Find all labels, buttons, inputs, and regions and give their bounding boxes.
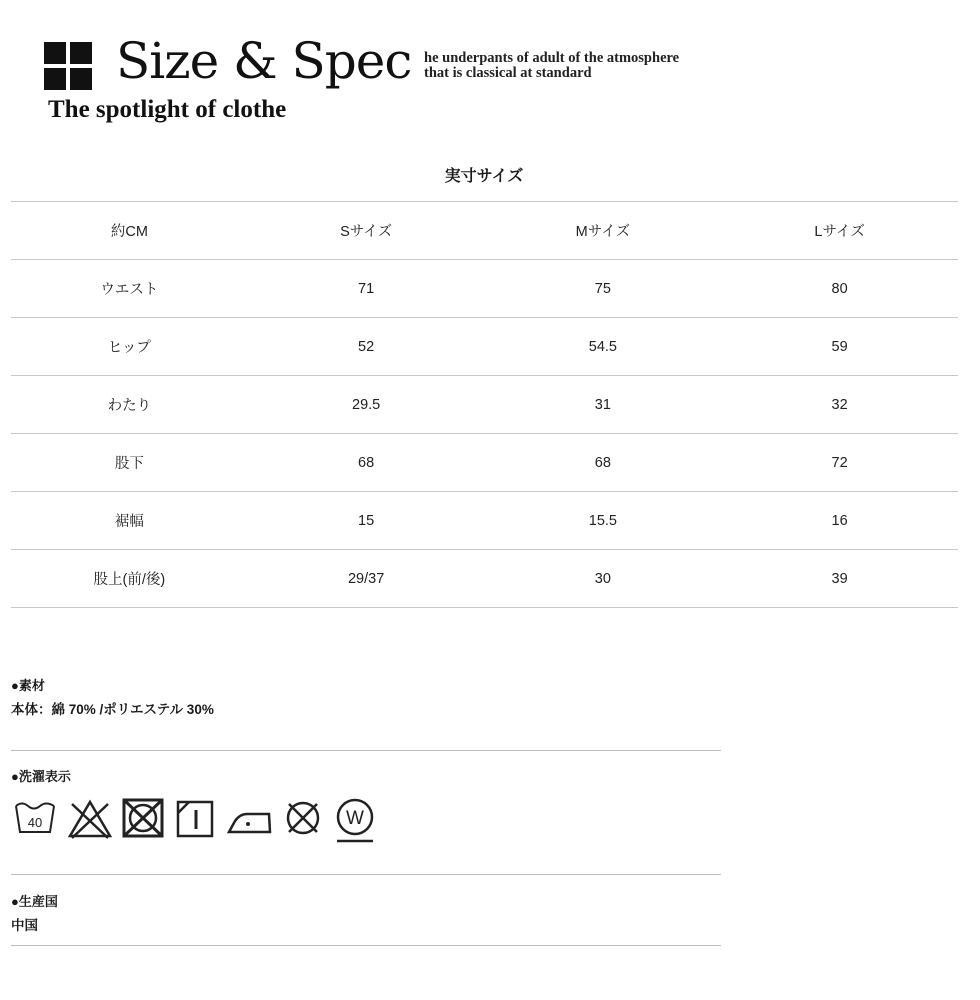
table-cell: 80 — [721, 260, 958, 318]
page-header — [44, 32, 944, 133]
table-row — [11, 260, 958, 318]
origin-heading: ●生産国 — [11, 894, 58, 909]
row-label: わたり — [11, 376, 248, 434]
column-header-l: Lサイズ — [721, 202, 958, 260]
table-cell: 52 — [248, 318, 485, 376]
table-cell: 71 — [248, 260, 485, 318]
table-cell: 16 — [721, 492, 958, 550]
table-cell: 39 — [721, 550, 958, 608]
table-row — [11, 376, 958, 434]
table-cell: 30 — [485, 550, 722, 608]
iron-low-icon — [226, 796, 276, 840]
table-cell: 68 — [485, 434, 722, 492]
table-cell: 29/37 — [248, 550, 485, 608]
column-header-s: Sサイズ — [248, 202, 485, 260]
row-label: 股下 — [11, 434, 248, 492]
subtitle-line-1: he underpants of adult of the atmosphere — [424, 50, 680, 66]
row-label: 股上(前/後) — [11, 550, 248, 608]
logo-grid-icon — [44, 42, 92, 90]
wet-clean-gentle-icon — [334, 796, 378, 846]
wash-40-icon — [13, 796, 57, 840]
table-cell: 72 — [721, 434, 958, 492]
brand-subtitle — [424, 51, 679, 81]
row-label: ウエスト — [11, 260, 248, 318]
size-table-title: 実寸サイズ — [444, 168, 524, 185]
table-cell: 29.5 — [248, 376, 485, 434]
material-value: 本体：綿 70% /ポリエステル 30% — [11, 702, 214, 717]
care-heading: ●洗濯表示 — [11, 769, 71, 784]
line-dry-shade-icon — [175, 796, 217, 840]
svg-text:W: W — [346, 808, 364, 829]
column-header-unit: 約CM — [11, 202, 248, 260]
size-table — [11, 201, 958, 608]
column-header-m: Mサイズ — [485, 202, 722, 260]
no-tumble-dry-icon — [120, 796, 166, 840]
table-cell: 54.5 — [485, 318, 722, 376]
material-section — [11, 675, 721, 718]
brand-title: Size & Spec — [116, 32, 412, 90]
table-cell: 15.5 — [485, 492, 722, 550]
table-cell: 15 — [248, 492, 485, 550]
table-row — [11, 550, 958, 608]
material-heading: ●素材 — [11, 678, 45, 693]
table-row — [11, 318, 958, 376]
table-header-row — [11, 202, 958, 260]
subtitle-line-2: that is classical at standard — [424, 65, 592, 81]
table-cell: 68 — [248, 434, 485, 492]
row-label: 裾幅 — [11, 492, 248, 550]
table-row — [11, 434, 958, 492]
care-section — [11, 766, 721, 785]
divider — [11, 945, 721, 946]
no-bleach-icon — [66, 796, 114, 840]
divider — [11, 874, 721, 875]
brand-tagline: The spotlight of clothe — [48, 96, 287, 123]
table-cell: 32 — [721, 376, 958, 434]
table-cell: 59 — [721, 318, 958, 376]
row-label: ヒップ — [11, 318, 248, 376]
divider — [11, 750, 721, 751]
table-row — [11, 492, 958, 550]
origin-value: 中国 — [11, 918, 38, 933]
no-dry-clean-icon — [281, 796, 325, 840]
svg-text:40: 40 — [27, 815, 43, 830]
origin-section — [11, 891, 721, 934]
table-cell: 75 — [485, 260, 722, 318]
table-cell: 31 — [485, 376, 722, 434]
